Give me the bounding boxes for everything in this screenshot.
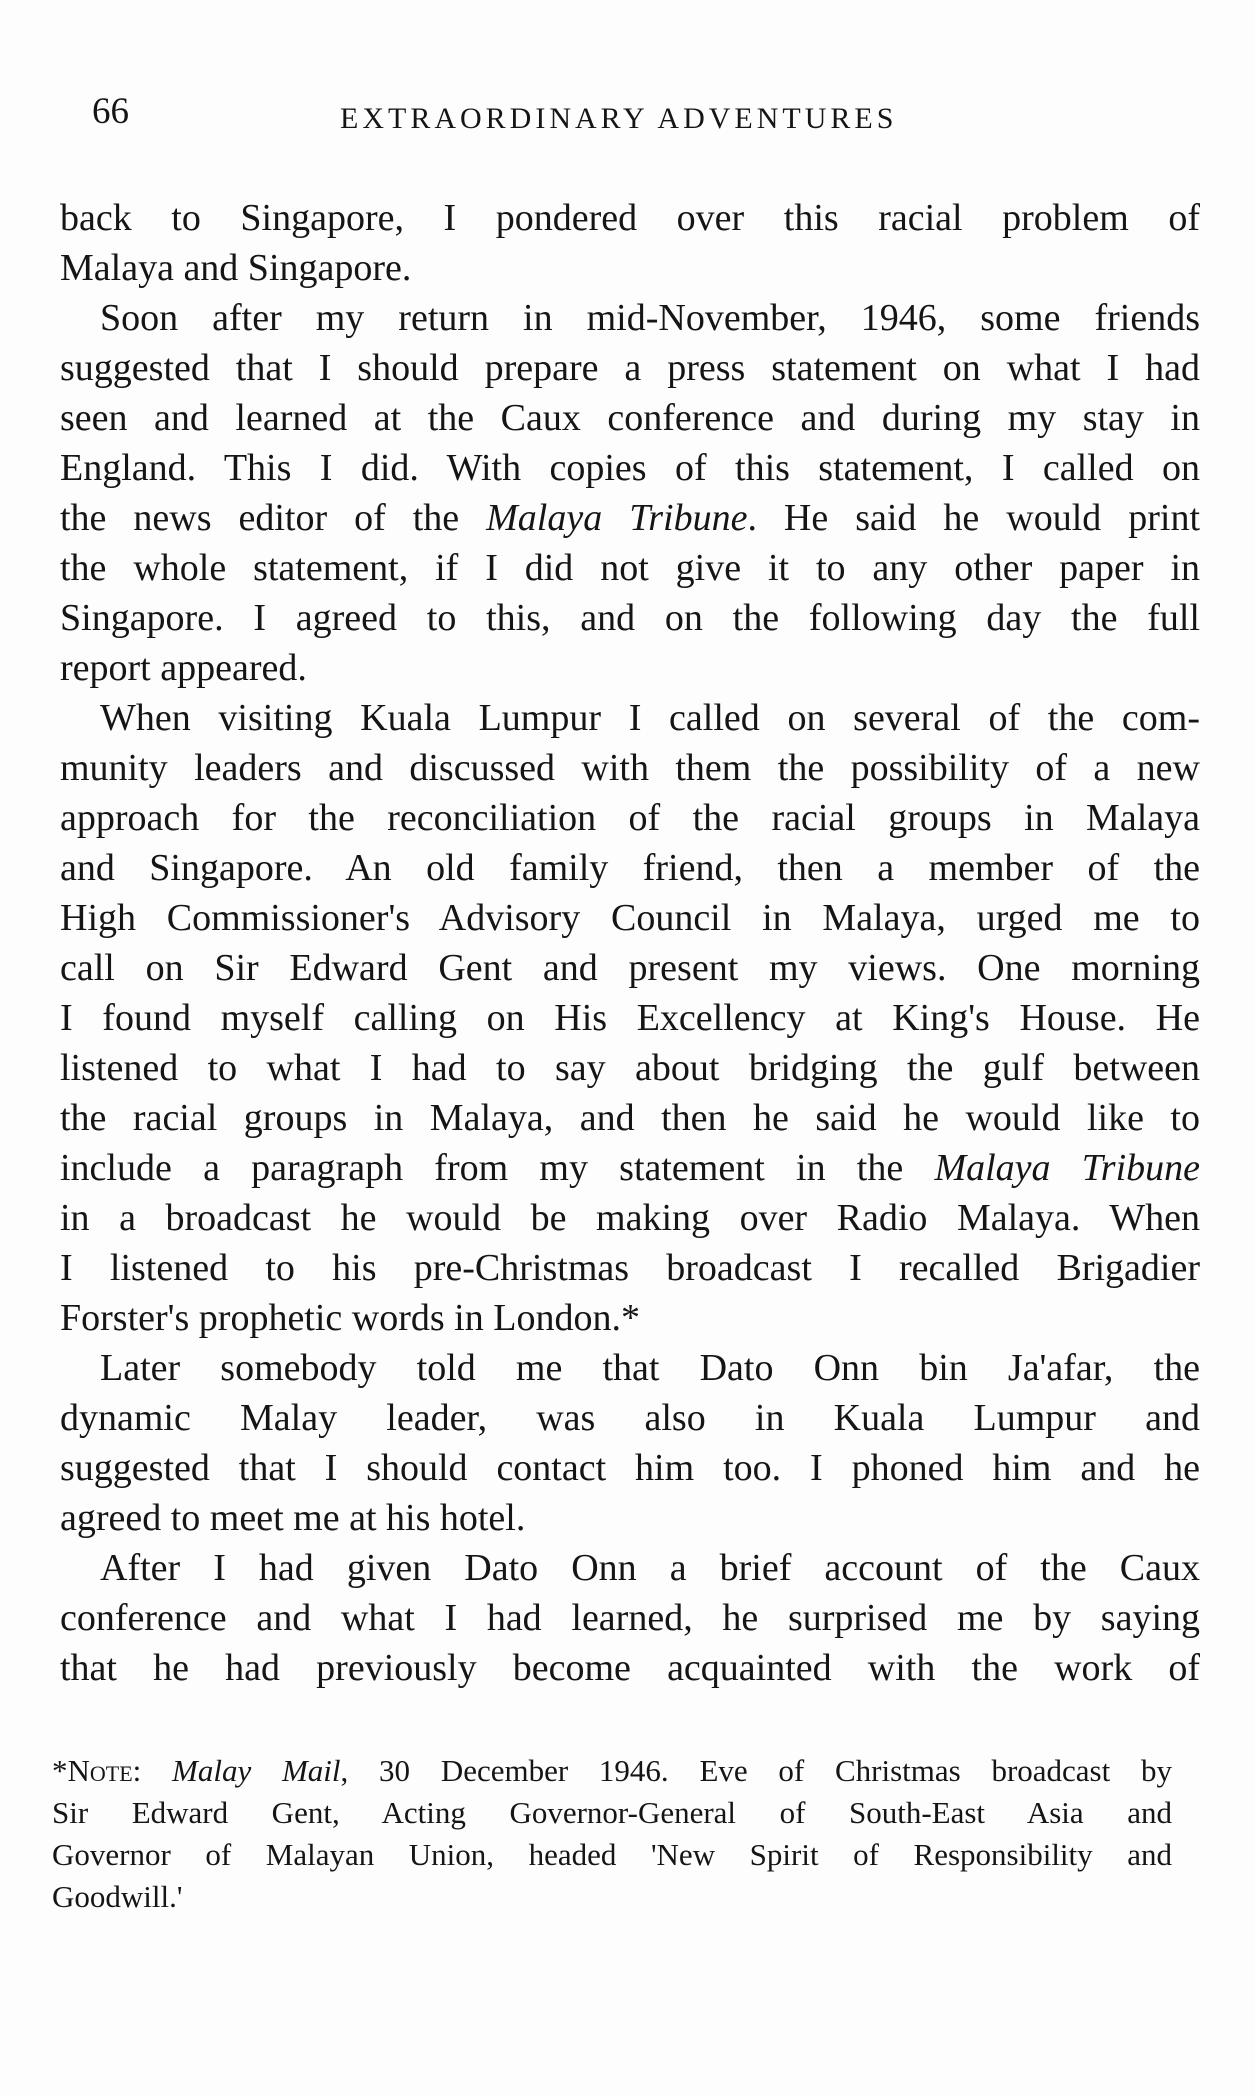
footnote-colon: : bbox=[132, 1753, 173, 1788]
footnote-label: Note bbox=[67, 1753, 133, 1788]
footnote-line: Governor of Malayan Union, headed 'New Spirit of Responsibility and bbox=[52, 1837, 1172, 1872]
text-line: report appeared. bbox=[60, 647, 307, 689]
footnote-line-1-text: , 30 December 1946. Eve of Christmas broadcast by bbox=[340, 1753, 1172, 1788]
footnote-line bbox=[52, 1750, 1172, 1792]
text-line: Singapore. I agreed to this, and on the following day the full bbox=[60, 597, 1200, 639]
text-line: Malaya and Singapore. bbox=[60, 247, 412, 289]
text-line: munity leaders and discussed with them the possibility of a new bbox=[60, 747, 1200, 789]
text-line: High Commissioner's Advisory Council in Malaya, urged me to bbox=[60, 897, 1200, 939]
text-line bbox=[60, 1143, 1200, 1193]
text-line: seen and learned at the Caux conference and during my stay in bbox=[60, 397, 1200, 439]
text-segment: the news editor of the bbox=[60, 497, 487, 539]
text-line: After I had given Dato Onn a brief account of the Caux bbox=[100, 1547, 1200, 1589]
text-line: the racial groups in Malaya, and then he said he would like to bbox=[60, 1097, 1200, 1139]
footnote-line: Sir Edward Gent, Acting Governor-General of South-East Asia and bbox=[52, 1795, 1172, 1830]
text-line: the whole statement, if I did not give it to any other paper in bbox=[60, 547, 1200, 589]
footnote-source: Malay Mail bbox=[172, 1753, 341, 1788]
text-segment: . He said he would print bbox=[747, 497, 1200, 539]
text-line: agreed to meet me at his hotel. bbox=[60, 1497, 526, 1539]
footnote-marker: * bbox=[52, 1753, 68, 1788]
text-line: listened to what I had to say about bridging the gulf between bbox=[60, 1047, 1200, 1089]
footnote-line: Goodwill.' bbox=[52, 1879, 183, 1914]
text-line: in a broadcast he would be making over Radio Malaya. When bbox=[60, 1197, 1200, 1239]
text-line: that he had previously become acquainted with the work of bbox=[60, 1647, 1200, 1689]
page-number: 66 bbox=[92, 91, 129, 132]
text-line: back to Singapore, I pondered over this racial problem of bbox=[60, 197, 1200, 239]
italic-title: Malaya Tribune bbox=[934, 1147, 1200, 1189]
body-text bbox=[60, 193, 1200, 1693]
text-line: dynamic Malay leader, was also in Kuala Lumpur and bbox=[60, 1397, 1200, 1439]
text-line: England. This I did. With copies of this statement, I called on bbox=[60, 447, 1200, 489]
text-line: Soon after my return in mid-November, 1946, some friends bbox=[100, 297, 1200, 339]
text-line: I found myself calling on His Excellency at King's House. He bbox=[60, 997, 1200, 1039]
text-line: approach for the reconciliation of the racial groups in Malaya bbox=[60, 797, 1200, 839]
footnote bbox=[52, 1750, 1172, 1918]
italic-title: Malaya Tribune bbox=[486, 497, 748, 539]
text-line: call on Sir Edward Gent and present my views. One morning bbox=[60, 947, 1200, 989]
text-line: suggested that I should prepare a press statement on what I had bbox=[60, 347, 1200, 389]
running-title: EXTRAORDINARY ADVENTURES bbox=[340, 102, 898, 135]
text-line: Later somebody told me that Dato Onn bin Ja'afar, the bbox=[100, 1347, 1200, 1389]
text-line: conference and what I had learned, he surprised me by saying bbox=[60, 1597, 1200, 1639]
text-line: suggested that I should contact him too. I phoned him and he bbox=[60, 1447, 1200, 1489]
text-line: When visiting Kuala Lumpur I called on several of the com- bbox=[100, 697, 1200, 739]
text-line: I listened to his pre-Christmas broadcast I recalled Brigadier bbox=[60, 1247, 1200, 1289]
text-line: Forster's prophetic words in London.* bbox=[60, 1297, 640, 1339]
text-segment: include a paragraph from my statement in the bbox=[60, 1147, 935, 1189]
text-line bbox=[60, 493, 1200, 543]
text-line: and Singapore. An old family friend, then a member of the bbox=[60, 847, 1200, 889]
running-head bbox=[92, 90, 1192, 150]
